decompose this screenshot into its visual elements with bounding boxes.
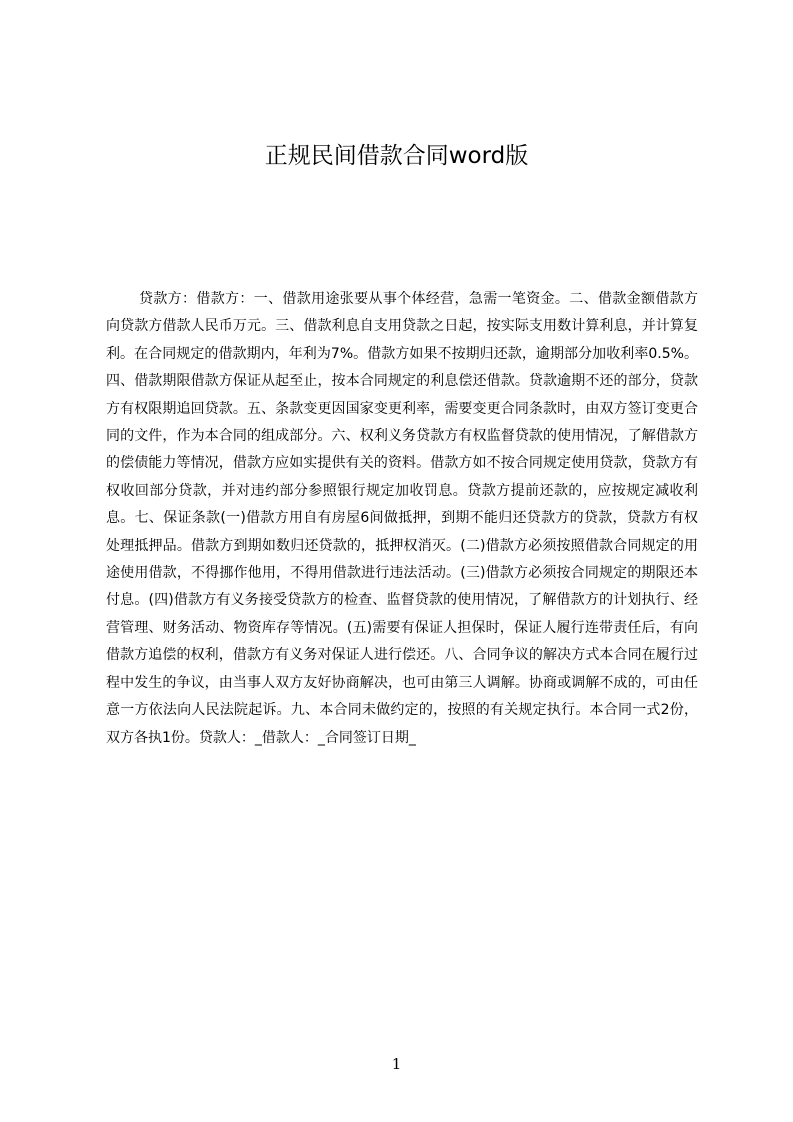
contract-body-text: 贷款方：借款方：一、借款用途张要从事个体经营，急需一笔资金。二、借款金额借款方向贷款方借款人民币万元。三、借款利息自支用贷款之日起，按实际支用数计算利息，并计算复利。在合同规定的借款期内，年利为7%。借款方如果不按期归还款，逾期部分加收利率0.5%。四、借款期限借款方保证从起至止，按本合同规定的利息偿还借款。贷款逾期不还的部分，贷款方有权限期追回贷款。五、条款变更因国家变更利率，需要变更合同条款时，由双方签订变更合同的文件，作为本合同的组成部分。六、权利义务贷款方有权监督贷款的使用情况，了解借款方的偿债能力等情况，借款方应如实提供有关的资料。借款方如不按合同规定使用贷款，贷款方有权收回部分贷款，并对违约部分参照银行规定加收罚息。贷款方提前还款的，应按规定减收利息。七、保证条款(一)借款方用自有房屋6间做抵押，到期不能归还贷款方的贷款，贷款方有权处理抵押品。借款方到期如数归还贷款的，抵押权消灭。(二)借款方必须按照借款合同规定的用途使用借款，不得挪作他用，不得用借款进行违法活动。(三)借款方必须按合同规定的期限还本付息。(四)借款方有义务接受贷款方的检查、监督贷款的使用情况，了解借款方的计划执行、经营管理、财务活动、物资库存等情况。(五)需要有保证人担保时，保证人履行连带责任后，有向借款方追偿的权利，借款方有义务对保证人进行偿还。八、合同争议的解决方式本合同在履行过程中发生的争议，由当事人双方友好协商解决，也可由第三人调解。协商或调解不成的，可由任意一方依法向人民法院起诉。九、本合同未做约定的，按照的有关规定执行。本合同一式2份，双方各执1份。贷款人：_借款人：_合同签订日期_ <box>106 291 698 746</box>
document-title: 正规民间借款合同word版 <box>264 143 529 169</box>
page-number: 1 <box>391 1055 402 1073</box>
